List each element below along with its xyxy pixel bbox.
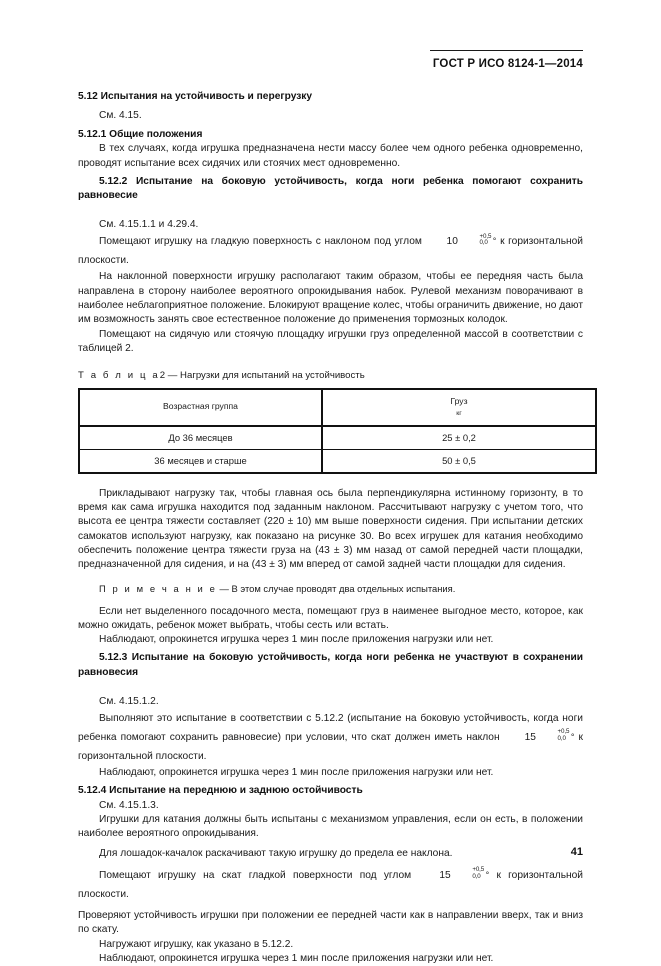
tolerance-lower-limit: 0,0 (557, 734, 566, 742)
table-caption-text: — Нагрузки для испытаний на устойчивость (165, 370, 365, 382)
note-label: П р и м е ч а н и е (99, 582, 217, 594)
paragraph-text-before-tolerance: Выполняют это испытание в соответствии с 5.12.2 (испытание на боковую устойчивость, когда ноги ребенка помогают сохранить равновесие) при условии, что скат должен иметь наклон (78, 713, 583, 744)
tolerance-base-value: 10 (446, 236, 458, 248)
paragraph-5-12-2-positioning: На наклонной поверхности игрушку располагают таким образом, чтобы ее передняя часть была направлена в сторону наиболее вероятного опрокидывания набок. Рулевой механизм поворачивают в наиболее неблагоприятное положение. Блокируют вращение колес, чтобы ограничить движение, но дают им возможность занять свое естественное положение до применения тормозных колодок. (78, 271, 583, 326)
degree-symbol: ° (492, 236, 497, 247)
spacer (78, 356, 583, 369)
note-two-separate-tests (78, 582, 583, 596)
cell-age-group: 36 месяцев и старше (79, 449, 322, 473)
tolerance-angle-15-b (418, 866, 489, 885)
page-number: 41 (570, 846, 583, 858)
tolerance-upper-limit: +0,5 (557, 728, 570, 736)
page-content (78, 86, 583, 966)
paragraph-text-before-tolerance: Помещают игрушку на скат гладкой поверхности под углом (99, 870, 412, 882)
degree-symbol: ° (485, 870, 490, 881)
heading-5-12-1: 5.12.1 Общие положения (78, 128, 203, 140)
paragraph-5-12-3-observe: Наблюдают, опрокинется игрушка через 1 мин после приложения нагрузки или нет. (99, 767, 494, 779)
table-row (79, 449, 596, 473)
heading-5-12-3: 5.12.3 Испытание на боковую устойчивость, когда ноги ребенка не участвуют в сохранении равновесия (78, 652, 583, 678)
cell-load: 25 ± 0,2 (322, 426, 596, 450)
column-header-load-label: Груз (450, 396, 468, 407)
table-header-row (79, 389, 596, 426)
reference-4-15-1-2: См. 4.15.1.2. (99, 695, 159, 707)
paragraph-5-12-4-steering: Игрушки для катания должны быть испытаны с механизмом управления, если он есть, в положении наиболее вероятного опрокидывания. (78, 814, 583, 840)
column-header-load (322, 389, 596, 426)
table-row (79, 426, 596, 450)
paragraph-5-12-2-load-placement: Помещают на сидячую или стоячую площадку игрушки груз определенной массой в соответствии с таблицей 2. (78, 328, 583, 354)
column-header-load-unit: кг (456, 409, 462, 417)
cell-load: 50 ± 0,5 (322, 449, 596, 473)
tolerance-base-value: 15 (524, 732, 536, 744)
paragraph-text-after-tolerance: к горизонтальной плоскости. (78, 870, 583, 901)
table-caption-label: Т а б л и ц а (78, 370, 160, 382)
header-rule (430, 50, 583, 51)
table-caption-number: 2 (159, 370, 166, 382)
tolerance-lower-limit: 0,0 (479, 239, 488, 247)
tolerance-upper-limit: +0,5 (479, 232, 492, 240)
page-header-standard-title: ГОСТ Р ИСО 8124-1—2014 (432, 58, 583, 70)
heading-5-12-2: 5.12.2 Испытание на боковую устойчивость, когда ноги ребенка помогают сохранить равновесие (78, 175, 583, 202)
paragraph-text-before-tolerance: Помещают игрушку на гладкую поверхность с наклоном под углом (99, 236, 422, 248)
paragraph-text-after-tolerance: к горизонтальной плоскости. (78, 732, 583, 763)
tolerance-angle-15-a (504, 728, 575, 747)
spacer (78, 573, 583, 582)
tolerance-lower-limit: 0,0 (472, 872, 481, 880)
paragraph-5-12-4-observe: Наблюдают, опрокинется игрушка через 1 мин после приложения нагрузки или нет. (99, 952, 494, 964)
spacer (78, 474, 583, 487)
paragraph-5-12-2-no-seat: Если нет выделенного посадочного места, помещают груз в наименее выгодное место, которое, как можно ожидать, ребенок может выбрать, чтобы сесть или встать. (78, 605, 583, 631)
paragraph-5-12-2-place-toy (78, 232, 583, 270)
paragraph-5-12-1-general: В тех случаях, когда игрушка предназначена нести массу более чем одного ребенка одновременно, проводят испытание всех сидячих или стоячих мест одновременно. (78, 143, 583, 169)
reference-4-15-1-3: См. 4.15.1.3. (99, 799, 159, 811)
degree-symbol: ° (570, 732, 575, 743)
table-2-caption (78, 369, 583, 383)
tolerance-base-value: 15 (439, 870, 451, 882)
reference-4-15: См. 4.15. (99, 110, 142, 122)
spacer (78, 596, 583, 605)
heading-5-12: 5.12 Испытания на устойчивость и перегрузку (78, 91, 313, 102)
reference-4-15-1-1: См. 4.15.1.1 и 4.29.4. (99, 219, 199, 231)
paragraph-text-after-tolerance: к горизонтальной плоскости. (78, 236, 583, 267)
paragraph-5-12-4-rocking-horses: Для лошадок-качалок раскачивают такую игрушку до предела ее наклона. (99, 847, 453, 859)
paragraph-5-12-2-load-application: Прикладывают нагрузку так, чтобы главная ось была перпендикулярна истинному горизонту, в то время как сама игрушка находится под заданным наклоном. Рассчитывают нагрузку с учетом того, что высота ее центра тяжести составляет (220 ± 10) мм выше поверхности сидения. При испытании детских самокатов используют нагрузку, как показано на рисунке 30. Во всех игрушек для катания необходимо обеспечить положение центра тяжести груза на (43 ± 3) мм назад от самой передней части площадки, предназначенной для сидения, и на (43 ± 3) мм вперед от самой задней части площадки для сидения. (78, 487, 583, 571)
paragraph-5-12-4-check-stability: Проверяют устойчивость игрушки при положении ее передней части как в направлении вверх, так и вниз по скату. (78, 910, 583, 936)
column-header-age-group: Возрастная группа (79, 389, 322, 426)
paragraph-5-12-4-load: Нагружают игрушку, как указано в 5.12.2. (99, 938, 294, 950)
paragraph-5-12-2-observe: Наблюдают, опрокинется игрушка через 1 мин после приложения нагрузки или нет. (99, 634, 494, 646)
tolerance-upper-limit: +0,5 (472, 866, 485, 874)
paragraph-5-12-4-incline (78, 866, 583, 904)
cell-age-group: До 36 месяцев (79, 426, 322, 450)
note-text: — В этом случае проводят два отдельных испытания. (216, 582, 456, 594)
tolerance-angle-10 (426, 232, 497, 251)
table-2-stability-loads (78, 388, 597, 474)
paragraph-5-12-3-procedure (78, 709, 583, 766)
heading-5-12-4: 5.12.4 Испытание на переднюю и заднюю остойчивость (78, 785, 363, 797)
